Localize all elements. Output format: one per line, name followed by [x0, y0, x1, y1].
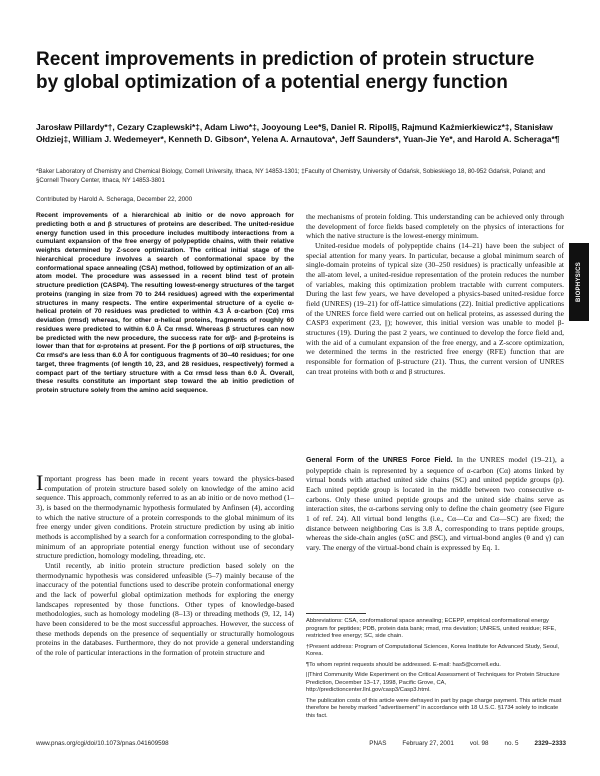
footnote-present-address: †Present address: Program of Computational Sciences, Korea Institute for Advanced Study, Seoul, Korea.	[306, 643, 560, 657]
right-column-text	[306, 212, 564, 376]
article-title: Recent improvements in prediction of protein structure by global optimization of a potential energy function	[36, 49, 535, 93]
volume: vol. 98	[469, 740, 489, 747]
introduction-column	[36, 470, 294, 657]
right-paragraph-1: the mechanisms of protein folding. This understanding can be achieved only through the development of force fields based completely on the physics of interactions for which the native structure is the lowest-energy minimum.	[306, 212, 564, 241]
footnote-abbreviations: Abbreviations: CSA, conformational space annealing; ECEPP, empirical conformational energy program for peptides; PDB, protein data bank; rmsd, rms deviation; UNRES, united residue; RFE, restricted free energy; SC, side chain.	[306, 618, 557, 639]
contributed-by-line: Contributed by Harold A. Scheraga, December 22, 2000	[36, 196, 193, 203]
intro-paragraph-2: Until recently, ab initio protein structure prediction based solely on the thermodynamic hypothesis was considered unfeasible (5–7) mainly because of the inaccuracy of the potential functions used to describe protein conformational energy and the lack of powerful global optimization methods for exploring the energy landscapes represented by those functions. Other types of knowledge-based methodologies, such as homology modeling (8–13) or threading methods (9, 12, 14) have been considered to be the most successful approaches. However, the success of these methods depends on the presence of sequentially or structurally homologous proteins in the databases. Furthermore, they do not provide a general understanding of the role of particular interactions in the formation of protein structure and	[36, 560, 294, 657]
intro-paragraph-1: Important progress has been made in recent years toward the physics-based computation of protein structure based solely on knowledge of the amino acid sequence. This approach, commonly referred to as an ab initio or de novo method (1–3), is based on the thermodynamic hypothesis formulated by Anfinsen (4), according to which the native structure of a protein corresponds to the global minimum of its free energy under given conditions. Protein structure prediction by using ab initio methods is accomplished by a search for a conformation corresponding to the global-minimum of an appropriate potential energy function without use of secondary structure prediction, homology modeling, threading, etc.	[36, 470, 294, 561]
affiliations: *Baker Laboratory of Chemistry and Chemical Biology, Cornell University, Ithaca, NY 14853-1301; ‡Faculty of Chemistry, University of Gdańsk, Sobieskiego 18, 80-952 Gdańsk, Poland; and §Cornell Theory Center, Ithaca, NY 14853-3801	[36, 168, 546, 184]
issue-date: February 27, 2001	[402, 740, 454, 747]
unres-paragraph	[306, 455, 564, 553]
issue-number: no. 5	[504, 740, 519, 747]
section-heading: General Form of the UNRES Force Field.	[306, 457, 453, 464]
page-footer	[36, 740, 566, 747]
unres-section	[306, 455, 564, 553]
doi-link[interactable]: www.pnas.org/cgi/doi/10.1073/pnas.041609598	[36, 740, 169, 747]
author-list: Jarosław Pillardy*†, Cezary Czaplewski*‡, Adam Liwo*‡, Jooyoung Lee*§, Daniel R. Ripoll§, Rajmund Kaźmierkiewicz*‡, Stanisław Ołdziej‡, William J. Wedemeyer*, Kenneth D. Gibson*, Yelena A. Arnautova*, Jeff Saunders*, Yuan-Jie Ye*, and Harold A. Scheraga*¶	[36, 122, 560, 144]
unres-section-text: In the UNRES model (19–21), a polypeptide chain is represented by a sequence of α-carbon (Cα) atoms linked by virtual bonds with attached united side chains (SC) and united peptide groups (p). Each united peptide group is located in the middle between two consecutive α-carbons. Only these united peptide groups and the united side chains serve as interaction sites, the α-carbons serving only to define the chain geometry (see Figure 1 of ref. 24). All virtual bond lengths (i.e., Cα—Cα and Cα—SC) are fixed; the distance between neighboring Cαs is 3.8 Å, corresponding to trans peptide groups, whereas the side-chain angles (αSC and βSC), and virtual-bond angles (θ and γ) can vary. The energy of the virtual-bond chain is expressed by Eq. 1.	[306, 455, 564, 552]
footnote-casp3: ||Third Community Wide Experiment on the Critical Assessment of Techniques for Protein Structure Prediction, December 13–17, 1998, Pacific Grove, CA, http://predictioncenter.llnl.gov/casp3/Casp3.html.	[306, 672, 560, 693]
section-side-tab	[569, 243, 589, 321]
side-tab-label: BIOPHYSICS	[576, 261, 583, 303]
footnote-divider	[306, 613, 366, 614]
footnote-publication-costs: The publication costs of this article were defrayed in part by page charge payment. This article must therefore be hereby marked "advertisement" in accordance with 18 U.S.C. §1734 solely to indicate this fact.	[306, 697, 562, 719]
journal-name: PNAS	[369, 740, 387, 747]
page-range: 2329–2333	[534, 740, 566, 747]
footnote-reprint-requests: ¶To whom reprint requests should be addressed. E-mail: has5@cornell.edu.	[306, 661, 501, 668]
right-paragraph-2: United-residue models of polypeptide chains (14–21) have been the subject of special attention for many years. In particular, because a global minimum search of single-domain proteins of typical size (30–250 residues) is practically unfeasible at the all-atom level, a united-residue representation of the protein reduces the number of variables, making this optimization problem tractable with current computers. During the last few years, we have developed a physics-based united-residue force field (UNRES) (19–21) for off-lattice simulations (22). Initial predictive applications of the UNRES force field were carried out on helical proteins, as assessed during the CASP3 experiment (23, ||); however, this initial version was unable to model β-structures (19). During the past 2 years, we continued to develop the force field and, with the aid of a cumulant expansion of the free energy, and a Z-score optimization, we determined the terms in the restricted free energy (RFE) function that are responsible for formation of β-structure (21). Thus, the current version of UNRES can treat proteins with both α and β structures.	[306, 240, 564, 376]
abstract: Recent improvements of a hierarchical ab initio or de novo approach for predicting both α and β structures of proteins are described. The united-residue energy function used in this procedure includes multibody interactions from a cumulant expansion of the free energy of polypeptide chains, with their relative weights determined by Z-score optimization. The critical initial stage of the hierarchical procedure involves a search of conformational space by the conformational space annealing (CSA) method, followed by optimization of an all-atom model. The procedure was assessed in a recent blind test of protein structure prediction (CASP4). The resulting lowest-energy structures of the target proteins (ranging in size from 70 to 244 residues) agreed with the experimental structures in many respects. The entire experimental structure of a cyclic α-helical protein of 70 residues was predicted to within 4.3 Å α-carbon (Cα) rms deviation (rmsd) whereas, for other α-helical proteins, fragments of roughly 60 residues were predicted to within 6.0 Å Cα rmsd. Whereas β structures can now be predicted with the new procedure, the success rate for α/β- and β-proteins is lower than that for α-proteins at present. For the β portions of α/β structures, the Cα rmsd's are less than 6.0 Å for contiguous fragments of 30–40 residues; for one target, three fragments (of length 10, 23, and 28 residues, respectively) formed a compact part of the tertiary structure with a Cα rmsd less than 6.0 Å. Overall, these results constitute an important step toward the ab initio prediction of protein structure solely from the amino acid sequence.	[36, 212, 294, 394]
footnotes	[306, 618, 564, 723]
citation-info	[369, 740, 566, 747]
